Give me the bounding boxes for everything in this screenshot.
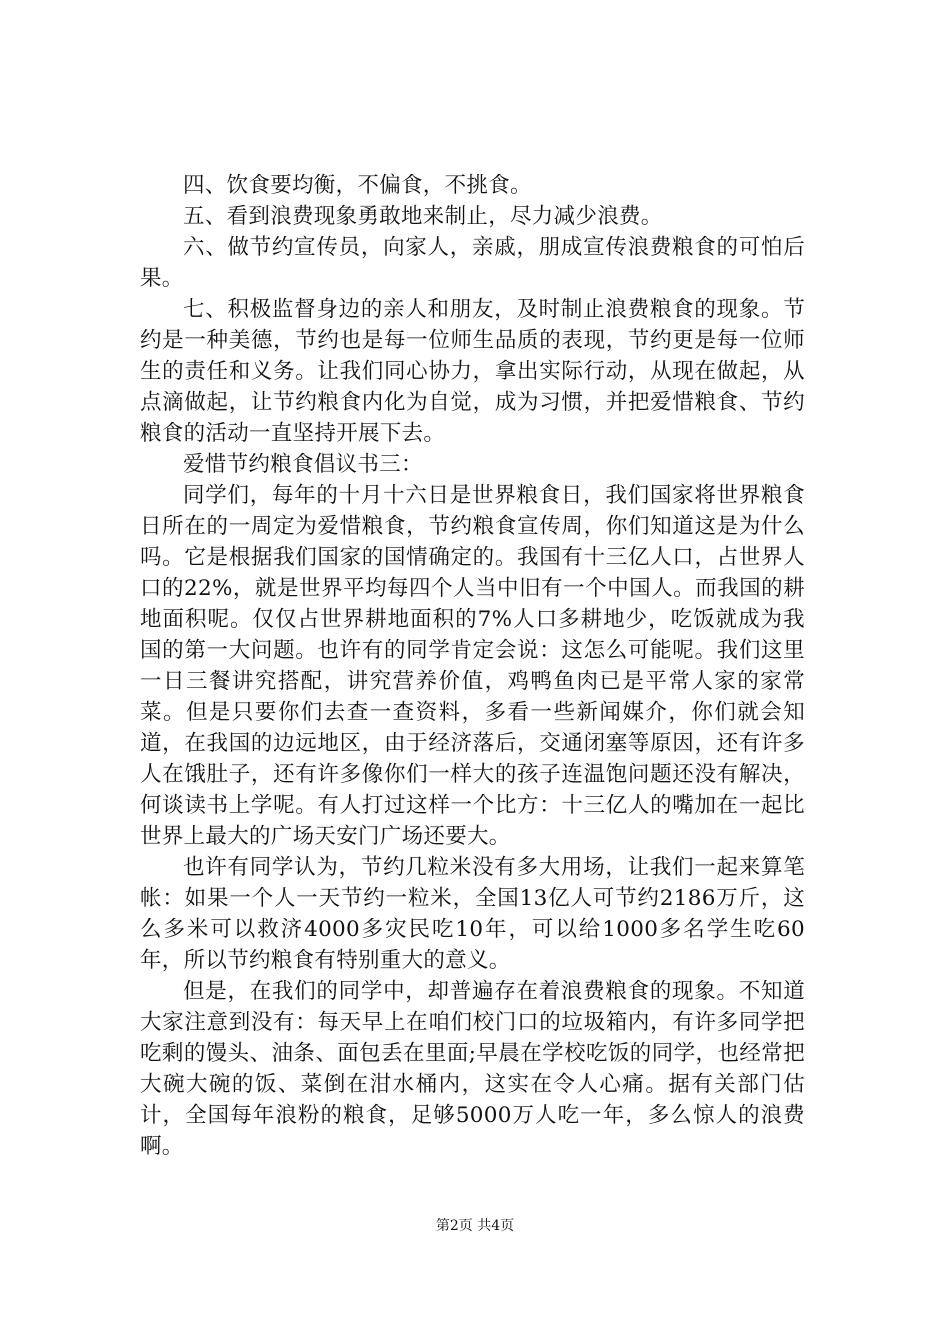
document-body <box>140 170 805 1162</box>
paragraph-item-5: 五、看到浪费现象勇敢地来制止，尽力减少浪费。 <box>183 204 663 229</box>
paragraph-waste: 但是，在我们的同学中，却普遍存在着浪费粮食的现象。不知道大家注意到没有：每天早上在咱们校门口的垃圾箱内，有许多同学把吃剩的馒头、油条、面包丢在里面;早晨在学校吃饭的同学，也经常把大碗大碗的饭、菜倒在泔水桶内，这实在令人心痛。据有关部门估计，全国每年浪粉的粮食，足够5000万人吃一年，多么惊人的浪费啊。 <box>140 979 805 1159</box>
paragraph-item-7: 七、积极监督身边的亲人和朋友，及时制止浪费粮食的现象。节约是一种美德，节约也是每一位师生品质的表现，节约更是每一位师生的责任和义务。让我们同心协力，拿出实际行动，从现在做起，从点滴做起，让节约粮食内化为自觉，成为习惯，并把爱惜粮食、节约粮食的活动一直坚持开展下去。 <box>140 297 805 446</box>
paragraph-item-4: 四、饮食要均衡，不偏食，不挑食。 <box>183 173 532 198</box>
paragraph-item-6: 六、做节约宣传员，向家人，亲戚，朋成宣传浪费粮食的可怕后果。 <box>140 235 805 291</box>
section-heading: 爱惜节约粮食倡议书三： <box>183 452 423 477</box>
paragraph-intro: 同学们，每年的十月十六日是世界粮食日，我们国家将世界粮食日所在的一周定为爱惜粮食，节约粮食宣传周，你们知道这是为什么吗。它是根据我们国家的国情确定的。我国有十三亿人口，占世界人口的22%，就是世界平均每四个人当中旧有一个中国人。而我国的耕地面积呢。仅仅占世界耕地面积的7%人口多耕地少，吃饭就成为我国的第一大问题。也许有的同学肯定会说：这怎么可能呢。我们这里一日三餐讲究搭配，讲究营养价值，鸡鸭鱼肉已是平常人家的家常菜。但是只要你们去查一查资料，多看一些新闻媒介，你们就会知道，在我国的边远地区，由于经济落后，交通闭塞等原因，还有许多人在饿肚子，还有许多像你们一样大的孩子连温饱问题还没有解决，何谈读书上学呢。有人打过这样一个比方：十三亿人的嘴加在一起比世界上最大的广场天安门广场还要大。 <box>140 483 805 849</box>
paragraph-calculation: 也许有同学认为，节约几粒米没有多大用场，让我们一起来算笔帐：如果一个人一天节约一粒米，全国13亿人可节约2186万斤，这么多米可以救济4000多灾民吃10年，可以给1000多名学生吃60年，所以节约粮食有特别重大的意义。 <box>140 855 805 973</box>
page-number: 第2页 共4页 <box>435 1218 515 1234</box>
